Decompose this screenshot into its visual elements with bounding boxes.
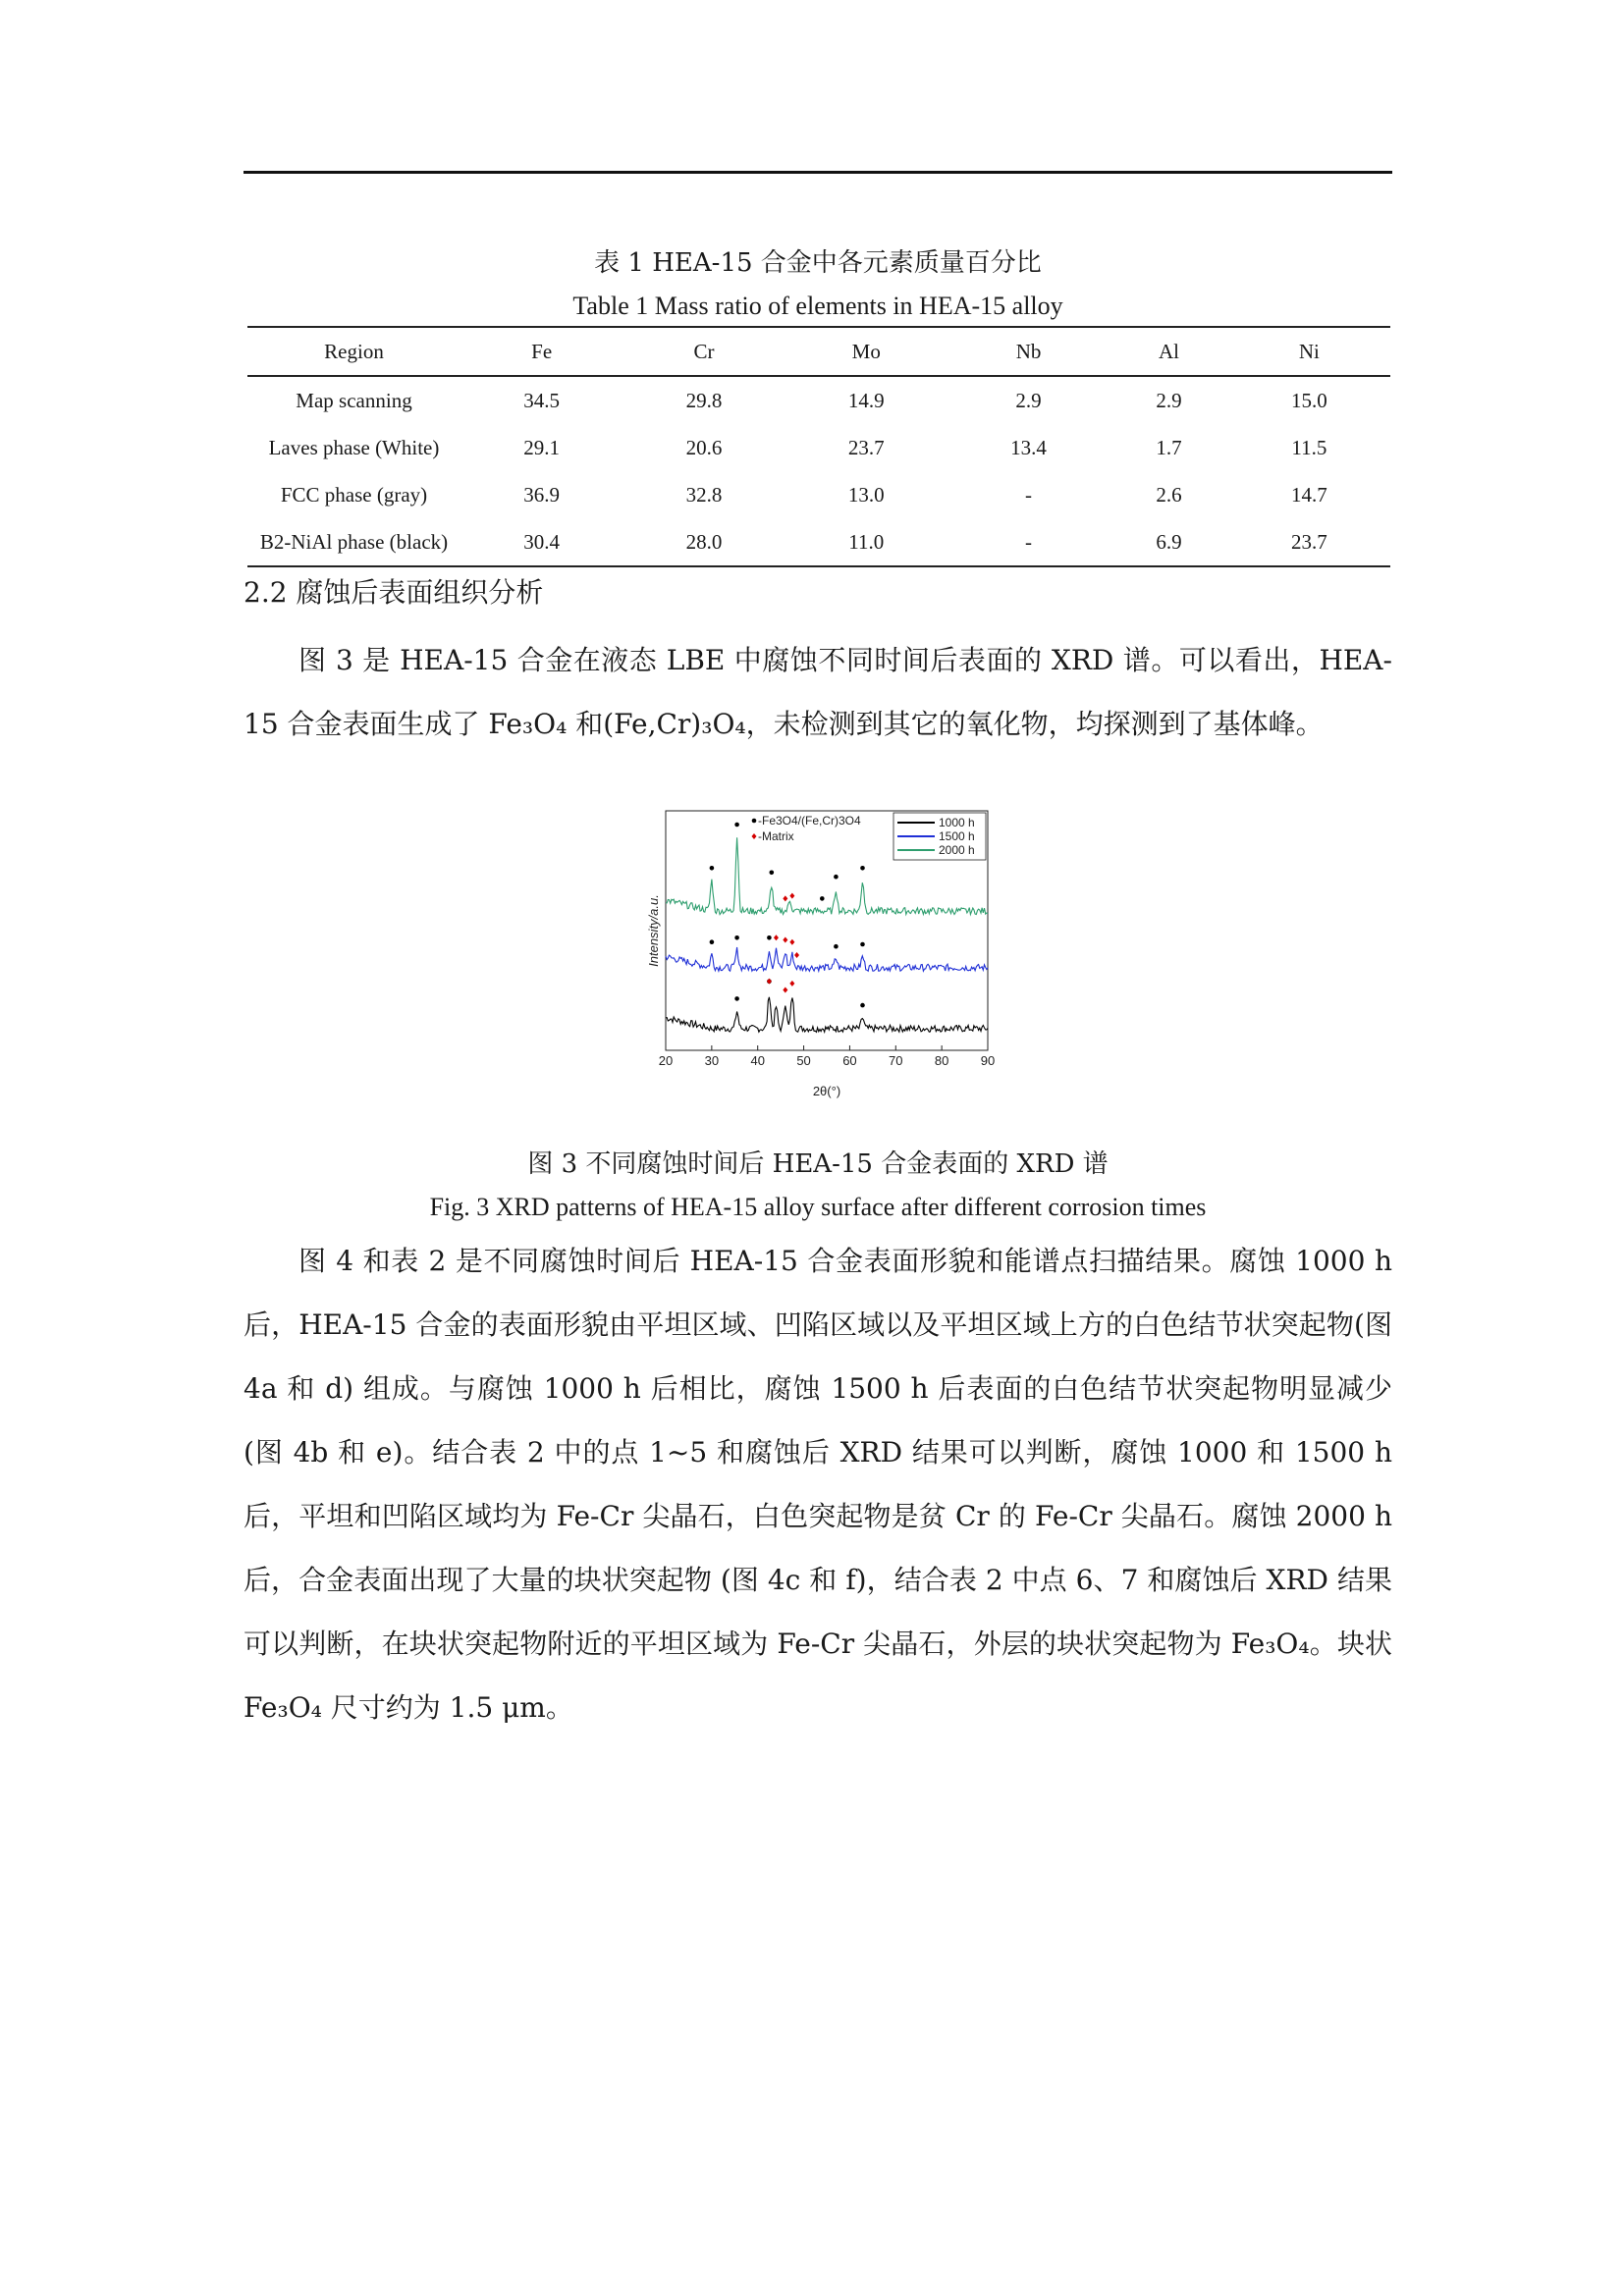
fe3o4-marker — [734, 823, 739, 828]
fe3o4-marker — [834, 875, 839, 880]
col-header-nb: Nb — [947, 327, 1110, 376]
table-cell: FCC phase (gray) — [280, 482, 428, 507]
y-axis-label: Intensity/a.u. — [646, 894, 661, 967]
table-cell: 2.9 — [1156, 388, 1182, 412]
figure3-caption-cn: 图 3 不同腐蚀时间后 HEA-15 合金表面的 XRD 谱 — [527, 1149, 1109, 1179]
x-tick-label: 50 — [796, 1053, 811, 1068]
series-line-1000h — [666, 997, 988, 1033]
x-tick-label: 60 — [842, 1053, 857, 1068]
section-heading: 2.2 腐蚀后表面组织分析 — [244, 576, 544, 609]
matrix-marker — [789, 939, 794, 945]
legend-fe3o4-label: -Fe3O4/(Fe,Cr)3O4 — [758, 814, 861, 828]
matrix-marker — [783, 988, 787, 993]
table-cell: Laves phase (White) — [268, 435, 440, 459]
table-cell: 13.4 — [1010, 435, 1047, 459]
table-row — [247, 424, 1390, 471]
fe3o4-marker — [734, 996, 739, 1001]
legend-matrix-label: -Matrix — [758, 829, 794, 843]
table-cell: 2.9 — [1015, 388, 1042, 412]
table-cell: 13.0 — [847, 482, 885, 507]
col-header-fe: Fe — [460, 327, 623, 376]
table-cell: 28.0 — [623, 518, 785, 566]
x-tick-label: 70 — [889, 1053, 903, 1068]
table-cell: 23.7 — [847, 435, 885, 459]
legend-label: 1000 h — [939, 816, 975, 829]
x-tick-label: 30 — [704, 1053, 720, 1068]
matrix-marker — [774, 934, 779, 940]
table-row — [247, 376, 1390, 424]
x-tick-label: 80 — [934, 1053, 949, 1068]
matrix-marker — [789, 981, 794, 987]
table-cell: 14.9 — [847, 388, 885, 412]
legend-label: 1500 h — [939, 829, 975, 843]
header-rule — [244, 171, 1392, 174]
paragraph-2 — [244, 1229, 1392, 1739]
table-cell: Map scanning — [296, 388, 412, 412]
table-cell: B2-NiAl phase (black) — [247, 518, 460, 566]
xrd-chart-svg — [636, 803, 1007, 1098]
table-cell: 11.5 — [1291, 435, 1327, 459]
x-tick-label: 90 — [980, 1053, 996, 1068]
fe3o4-marker — [770, 871, 775, 876]
table-cell: 20.6 — [685, 435, 723, 459]
table-cell: 30.4 — [460, 518, 623, 566]
col-header-al: Al — [1110, 327, 1228, 376]
fe3o4-marker — [834, 944, 839, 949]
fe3o4-marker — [710, 866, 715, 871]
paragraph-2-text: 图 4 和表 2 是不同腐蚀时间后 HEA-15 合金表面形貌和能谱点扫描结果。腐蚀 1000 h 后，HEA-15 合金的表面形貌由平坦区域、凹陷区域以及平坦区域上方的白色结节状突起物(图 4a 和 d) 组成。与腐蚀 1000 h 后相比，腐蚀 1500 h 后表面的白色结节状突起物明显减少(图 4b 和 e)。结合表 2 中的点 1~5 和腐蚀后 XRD 结果可以判断，腐蚀 1000 和 1500 h 后，平坦和凹陷区域均为 Fe-Cr 尖晶石，白色突起物是贫 Cr 的 Fe-Cr 尖晶石。腐蚀 2000 h 后，合金表面出现了大量的块状突起物 (图 4c 和 f)，结合表 2 中点 6、7 和腐蚀后 XRD 结果可以判断，在块状突起物附近的平坦区域为 Fe-Cr 尖晶石，外层的块状突起物为 Fe₃O₄。块状 Fe₃O₄ 尺寸约为 1.5 μm。 — [244, 1245, 1392, 1724]
matrix-marker — [783, 937, 787, 943]
x-axis-label: 2θ(°) — [812, 1084, 841, 1098]
table-cell: 6.9 — [1110, 518, 1228, 566]
fe3o4-marker — [767, 935, 772, 940]
paragraph-1-text: 图 3 是 HEA-15 合金在液态 LBE 中腐蚀不同时间后表面的 XRD 谱。可以看出，HEA-15 合金表面生成了 Fe₃O₄ 和(Fe,Cr)₃O₄，未检测到其它的氧化物，均探测到了基体峰。 — [244, 644, 1392, 740]
x-tick-label: 40 — [750, 1053, 765, 1068]
legend-label: 2000 h — [939, 843, 975, 857]
fe3o4-marker — [860, 942, 865, 947]
fe3o4-marker — [820, 896, 825, 901]
table-cell: - — [1025, 482, 1033, 507]
mass-ratio-table — [247, 326, 1390, 567]
paragraph-1 — [244, 628, 1392, 756]
table1-caption-cn: 表 1 HEA-15 合金中各元素质量百分比 — [594, 248, 1042, 278]
series-line-1500h — [666, 947, 988, 971]
col-header-mo: Mo — [785, 327, 947, 376]
matrix-marker — [767, 979, 772, 985]
legend-matrix-icon — [752, 833, 757, 839]
table-row — [247, 471, 1390, 518]
col-header-region: Region — [247, 327, 460, 376]
table-cell: 29.8 — [685, 388, 723, 412]
table-cell: 15.0 — [1290, 388, 1327, 412]
col-header-ni: Ni — [1228, 327, 1390, 376]
table-row — [247, 518, 1390, 566]
xrd-chart — [636, 803, 1007, 1098]
table-cell: 32.8 — [685, 482, 723, 507]
figure3-caption-en: Fig. 3 XRD patterns of HEA-15 alloy surface after different corrosion times — [429, 1193, 1207, 1221]
fe3o4-marker — [860, 866, 865, 871]
fe3o4-marker — [734, 935, 739, 940]
table1-caption-en: Table 1 Mass ratio of elements in HEA-15 alloy — [572, 292, 1063, 320]
x-tick-label: 20 — [658, 1053, 674, 1068]
matrix-marker — [783, 895, 787, 901]
table-cell: 14.7 — [1290, 482, 1327, 507]
matrix-marker — [789, 893, 794, 899]
table-cell: - — [947, 518, 1110, 566]
col-header-cr: Cr — [623, 327, 785, 376]
fe3o4-marker — [710, 939, 715, 944]
table-cell: 36.9 — [523, 482, 561, 507]
table-cell: 23.7 — [1228, 518, 1390, 566]
table-cell: 1.7 — [1156, 435, 1182, 459]
table-cell: 11.0 — [785, 518, 947, 566]
table-header-row — [247, 327, 1390, 376]
legend-fe3o4-icon — [752, 819, 757, 824]
table-cell: 29.1 — [523, 435, 561, 459]
table-cell: 34.5 — [523, 388, 561, 412]
table-cell: 2.6 — [1156, 482, 1182, 507]
fe3o4-marker — [860, 1003, 865, 1008]
matrix-marker — [794, 952, 799, 958]
